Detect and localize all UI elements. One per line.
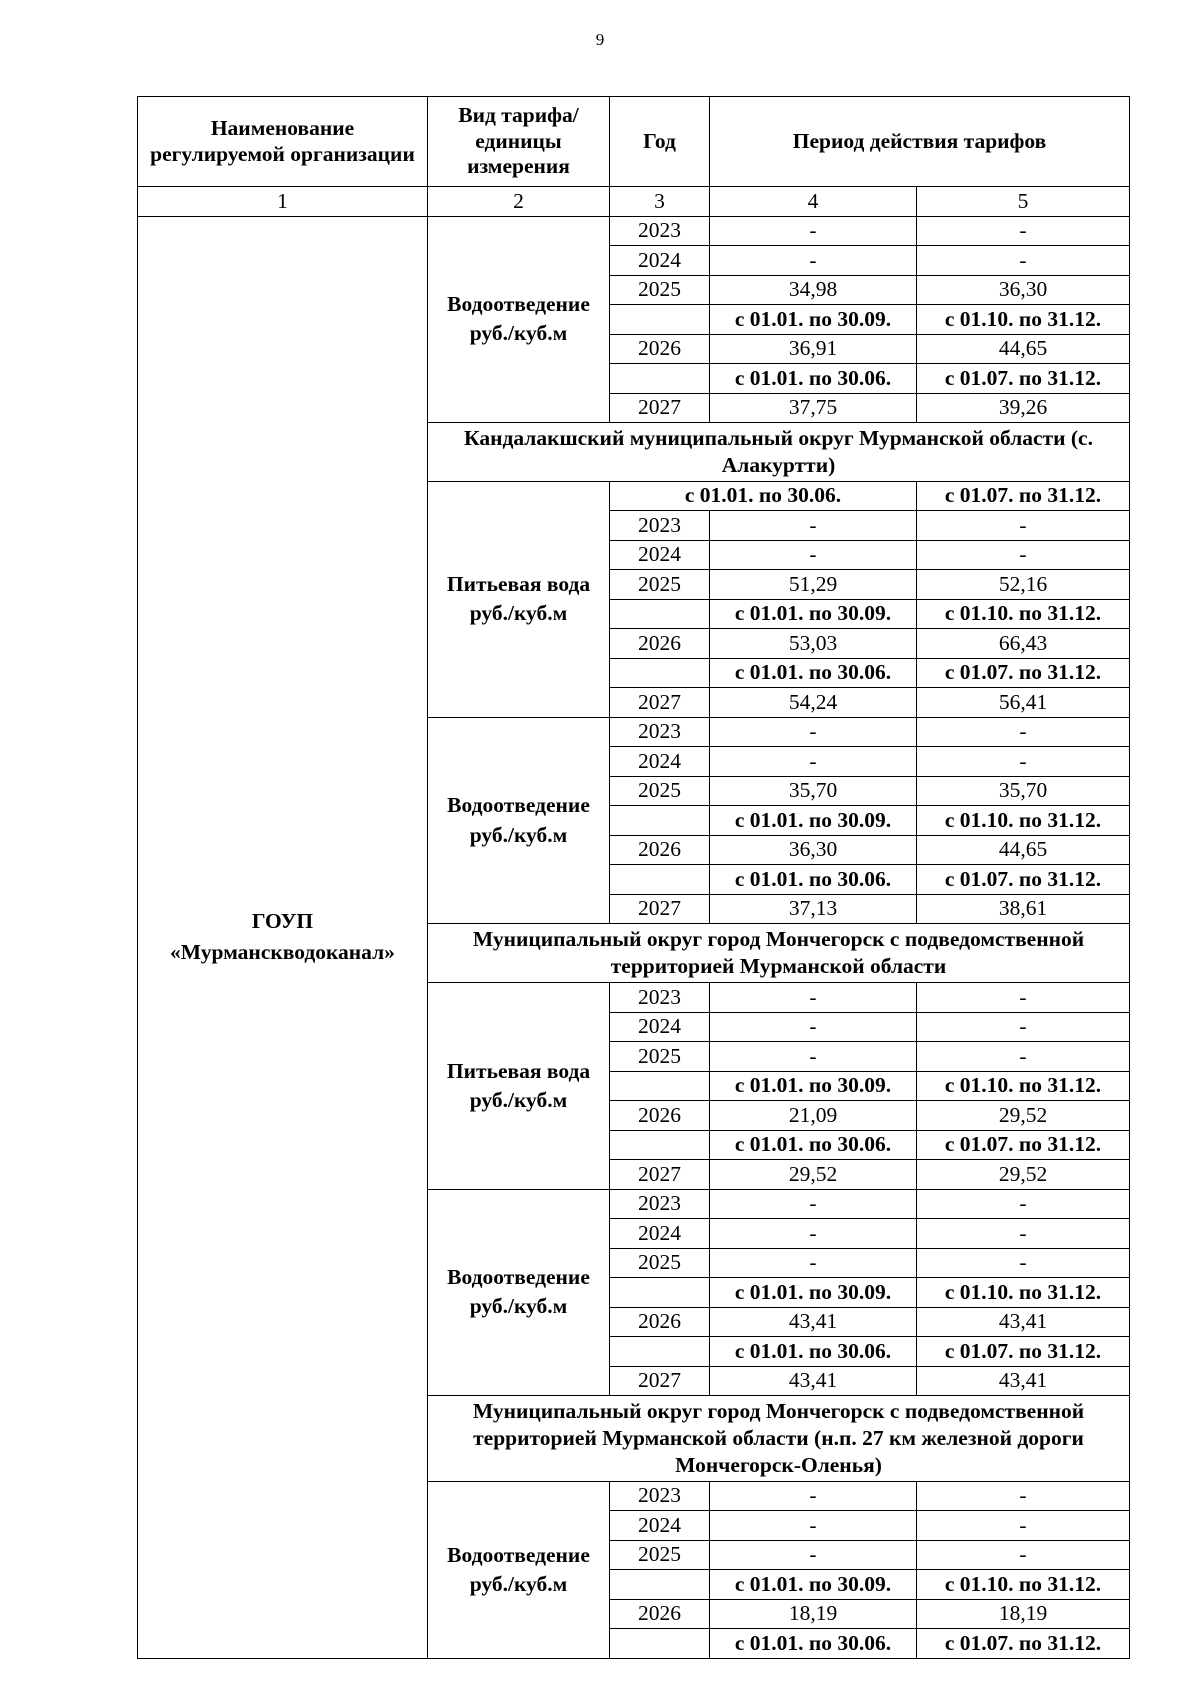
period-start-cell: с 01.01. по 30.09.	[710, 806, 917, 836]
column-number: 1	[138, 187, 428, 217]
period-start-cell: 37,75	[710, 393, 917, 423]
period-start-cell: -	[710, 747, 917, 777]
period-end-cell: 44,65	[917, 835, 1130, 865]
period-end-cell: -	[917, 1540, 1130, 1570]
period-end-cell: -	[917, 540, 1130, 570]
year-cell: 2027	[610, 894, 710, 924]
tariff-type: Питьевая вода руб./куб.м	[428, 481, 610, 717]
period-start-cell: 21,09	[710, 1101, 917, 1131]
year-cell	[610, 658, 710, 688]
column-number: 2	[428, 187, 610, 217]
period-start-cell: с 01.01. по 30.09.	[710, 1278, 917, 1308]
period-end-cell: -	[917, 216, 1130, 246]
period-end-cell: 18,19	[917, 1599, 1130, 1629]
column-number: 4	[710, 187, 917, 217]
period-end-cell: -	[917, 983, 1130, 1013]
year-cell	[610, 305, 710, 335]
period-end-cell: 29,52	[917, 1101, 1130, 1131]
period-start-cell: 36,91	[710, 334, 917, 364]
period-start-cell: -	[710, 540, 917, 570]
period-end-cell: -	[917, 1481, 1130, 1511]
year-cell: 2023	[610, 983, 710, 1013]
period-end-cell: -	[917, 1042, 1130, 1072]
table-row	[138, 216, 1130, 246]
period-end-cell: с 01.10. по 31.12.	[917, 1071, 1130, 1101]
year-cell	[610, 1071, 710, 1101]
section-title: Муниципальный округ город Мончегорск с подведомственной территорией Мурманской области	[428, 924, 1130, 983]
year-cell: 2025	[610, 1248, 710, 1278]
organization-name: ГОУП «Мурманскводоканал»	[138, 216, 428, 1658]
period-end-cell: с 01.07. по 31.12.	[917, 481, 1130, 511]
period-start-cell: 54,24	[710, 688, 917, 718]
period-start-cell: с 01.01. по 30.09.	[710, 1570, 917, 1600]
year-cell: 2024	[610, 1012, 710, 1042]
period-end-cell: с 01.07. по 31.12.	[917, 1337, 1130, 1367]
tariff-table	[137, 96, 1130, 1659]
period-end-cell: 35,70	[917, 776, 1130, 806]
period-start-cell: 18,19	[710, 1599, 917, 1629]
period-start-cell: 34,98	[710, 275, 917, 305]
period-start-cell: с 01.01. по 30.06.	[610, 481, 917, 511]
period-start-cell: -	[710, 511, 917, 541]
period-start-cell: -	[710, 1012, 917, 1042]
year-cell: 2023	[610, 1189, 710, 1219]
period-end-cell: 39,26	[917, 393, 1130, 423]
year-cell: 2026	[610, 835, 710, 865]
period-start-cell: 51,29	[710, 570, 917, 600]
column-number-row	[138, 187, 1130, 217]
year-cell: 2023	[610, 511, 710, 541]
period-end-cell: с 01.10. по 31.12.	[917, 806, 1130, 836]
period-start-cell: -	[710, 216, 917, 246]
tariff-table-body	[138, 97, 1130, 1659]
year-cell: 2024	[610, 747, 710, 777]
period-start-cell: -	[710, 1189, 917, 1219]
period-end-cell: с 01.10. по 31.12.	[917, 1570, 1130, 1600]
period-start-cell: -	[710, 983, 917, 1013]
period-start-cell: -	[710, 1511, 917, 1541]
period-end-cell: -	[917, 1012, 1130, 1042]
year-cell: 2027	[610, 393, 710, 423]
tariff-type: Водоотведение руб./куб.м	[428, 216, 610, 423]
year-cell: 2024	[610, 1511, 710, 1541]
period-start-cell: 29,52	[710, 1160, 917, 1190]
column-number: 5	[917, 187, 1130, 217]
period-start-cell: с 01.01. по 30.06.	[710, 1337, 917, 1367]
period-end-cell: 52,16	[917, 570, 1130, 600]
period-start-cell: с 01.01. по 30.06.	[710, 1130, 917, 1160]
year-cell: 2026	[610, 1101, 710, 1131]
period-start-cell: 37,13	[710, 894, 917, 924]
period-end-cell: с 01.07. по 31.12.	[917, 1130, 1130, 1160]
period-end-cell: 29,52	[917, 1160, 1130, 1190]
year-cell	[610, 1130, 710, 1160]
year-cell: 2025	[610, 275, 710, 305]
period-end-cell: -	[917, 1189, 1130, 1219]
year-cell: 2027	[610, 1366, 710, 1396]
year-cell	[610, 364, 710, 394]
table-header-row	[138, 97, 1130, 187]
period-end-cell: с 01.07. по 31.12.	[917, 658, 1130, 688]
year-cell: 2024	[610, 540, 710, 570]
tariff-type: Водоотведение руб./куб.м	[428, 1189, 610, 1396]
period-end-cell: с 01.10. по 31.12.	[917, 599, 1130, 629]
period-start-cell: -	[710, 246, 917, 276]
tariff-type: Водоотведение руб./куб.м	[428, 717, 610, 924]
year-cell: 2023	[610, 216, 710, 246]
period-end-cell: -	[917, 1219, 1130, 1249]
year-cell	[610, 1278, 710, 1308]
period-end-cell: 43,41	[917, 1307, 1130, 1337]
year-cell: 2027	[610, 688, 710, 718]
year-cell: 2023	[610, 717, 710, 747]
year-cell: 2026	[610, 1599, 710, 1629]
year-cell: 2026	[610, 334, 710, 364]
period-end-cell: -	[917, 511, 1130, 541]
period-start-cell: -	[710, 1248, 917, 1278]
column-number: 3	[610, 187, 710, 217]
section-title: Кандалакшский муниципальный округ Мурманской области (с. Алакуртти)	[428, 423, 1130, 482]
period-start-cell: с 01.01. по 30.06.	[710, 364, 917, 394]
period-end-cell: 56,41	[917, 688, 1130, 718]
year-cell	[610, 865, 710, 895]
period-start-cell: с 01.01. по 30.09.	[710, 1071, 917, 1101]
period-end-cell: с 01.10. по 31.12.	[917, 305, 1130, 335]
period-start-cell: с 01.01. по 30.06.	[710, 1629, 917, 1659]
period-start-cell: с 01.01. по 30.09.	[710, 305, 917, 335]
period-end-cell: 36,30	[917, 275, 1130, 305]
period-end-cell: -	[917, 1511, 1130, 1541]
year-cell: 2024	[610, 1219, 710, 1249]
period-start-cell: -	[710, 1219, 917, 1249]
period-end-cell: 44,65	[917, 334, 1130, 364]
period-start-cell: 35,70	[710, 776, 917, 806]
page-number: 9	[595, 30, 605, 49]
year-cell	[610, 1629, 710, 1659]
period-start-cell: с 01.01. по 30.06.	[710, 658, 917, 688]
period-start-cell: 53,03	[710, 629, 917, 659]
period-end-cell: с 01.07. по 31.12.	[917, 364, 1130, 394]
period-end-cell: 38,61	[917, 894, 1130, 924]
period-end-cell: 66,43	[917, 629, 1130, 659]
header-tariff-type: Вид тарифа/ единицы измерения	[428, 97, 610, 187]
period-start-cell: -	[710, 717, 917, 747]
year-cell: 2025	[610, 1042, 710, 1072]
period-start-cell: 36,30	[710, 835, 917, 865]
year-cell: 2023	[610, 1481, 710, 1511]
period-end-cell: -	[917, 747, 1130, 777]
period-end-cell: -	[917, 1248, 1130, 1278]
tariff-type: Водоотведение руб./куб.м	[428, 1481, 610, 1658]
period-start-cell: -	[710, 1042, 917, 1072]
year-cell: 2025	[610, 1540, 710, 1570]
year-cell: 2027	[610, 1160, 710, 1190]
year-cell	[610, 599, 710, 629]
header-organization: Наименование регулируемой организации	[138, 97, 428, 187]
period-start-cell: с 01.01. по 30.06.	[710, 865, 917, 895]
year-cell: 2025	[610, 776, 710, 806]
period-end-cell: с 01.07. по 31.12.	[917, 1629, 1130, 1659]
period-start-cell: 43,41	[710, 1307, 917, 1337]
year-cell: 2026	[610, 629, 710, 659]
period-start-cell: 43,41	[710, 1366, 917, 1396]
period-end-cell: -	[917, 246, 1130, 276]
period-start-cell: с 01.01. по 30.09.	[710, 599, 917, 629]
period-end-cell: -	[917, 717, 1130, 747]
section-title: Муниципальный округ город Мончегорск с подведомственной территорией Мурманской области (н.п. 27 км железной дороги Мончегорск-Оленья)	[428, 1396, 1130, 1482]
year-cell	[610, 1570, 710, 1600]
year-cell: 2026	[610, 1307, 710, 1337]
header-year: Год	[610, 97, 710, 187]
period-end-cell: с 01.10. по 31.12.	[917, 1278, 1130, 1308]
tariff-type: Питьевая вода руб./куб.м	[428, 983, 610, 1190]
year-cell	[610, 1337, 710, 1367]
year-cell: 2024	[610, 246, 710, 276]
period-start-cell: -	[710, 1540, 917, 1570]
period-end-cell: с 01.07. по 31.12.	[917, 865, 1130, 895]
year-cell	[610, 806, 710, 836]
header-period: Период действия тарифов	[710, 97, 1130, 187]
period-start-cell: -	[710, 1481, 917, 1511]
period-end-cell: 43,41	[917, 1366, 1130, 1396]
year-cell: 2025	[610, 570, 710, 600]
